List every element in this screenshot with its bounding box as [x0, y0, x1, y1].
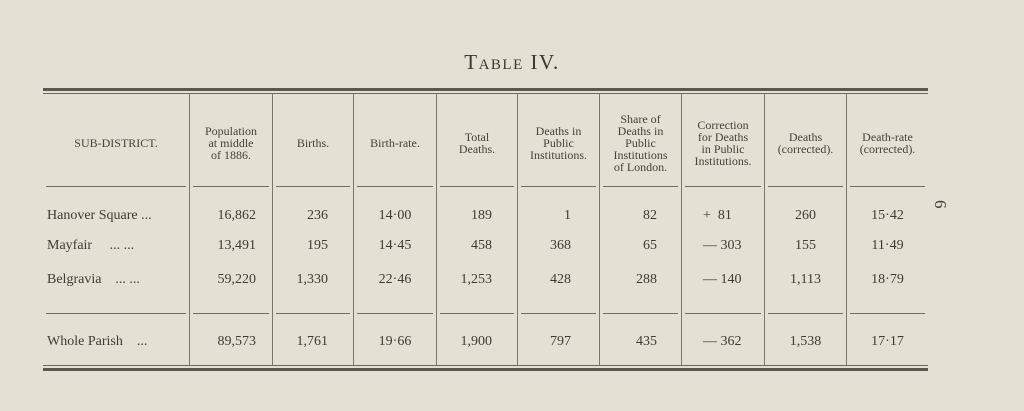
cell-correction: — 362 — [703, 334, 742, 349]
cell-total-deaths: 1,253 — [460, 272, 492, 287]
cell-correction: — 140 — [703, 272, 742, 287]
cell-share: 288 — [636, 272, 657, 287]
cell-births: 1,330 — [296, 272, 328, 287]
cell-birth-rate: 22·46 — [378, 272, 412, 287]
table-top-rule-thin — [43, 93, 928, 94]
cell-death-rate: 15·42 — [871, 208, 904, 223]
cell-population: 59,220 — [217, 272, 256, 287]
page-number: 6 — [931, 200, 950, 209]
header-death-rate: Death-rate (corrected). — [859, 129, 916, 156]
cell-births: 195 — [307, 238, 328, 253]
header-births: Births. — [296, 135, 330, 150]
cell-share: 65 — [643, 238, 657, 253]
cell-deaths-public: 428 — [550, 272, 571, 287]
cell-sub-district: Mayfair ... ... — [47, 238, 135, 253]
cell-population: 13,491 — [217, 238, 256, 253]
cell-share: 435 — [636, 334, 657, 349]
cell-birth-rate: 14·00 — [378, 208, 412, 223]
cell-death-rate: 18·79 — [871, 272, 904, 287]
header-correction: Correction for Deaths in Public Institutions. — [694, 117, 752, 168]
cell-deaths-public: 797 — [550, 334, 571, 349]
cell-births: 236 — [307, 208, 328, 223]
header-deaths-public: Deaths in Public Institutions. — [529, 123, 587, 162]
header-birth-rate: Birth-rate. — [370, 135, 420, 150]
cell-correction: — 303 — [703, 238, 742, 253]
header-deaths-corrected: Deaths (corrected). — [777, 129, 834, 156]
cell-population: 89,573 — [217, 334, 256, 349]
cell-sub-district: Whole Parish ... — [47, 334, 148, 349]
cell-share: 82 — [643, 208, 657, 223]
header-sub-district: SUB-DISTRICT. — [74, 135, 158, 150]
cell-deaths-corrected: 1,113 — [790, 272, 821, 287]
cell-sub-district: Belgravia ... ... — [47, 272, 140, 287]
cell-population: 16,862 — [217, 208, 256, 223]
cell-death-rate: 17·17 — [871, 334, 904, 349]
header-population: Population at middle of 1886. — [204, 123, 257, 162]
cell-deaths-corrected: 1,538 — [789, 334, 822, 349]
cell-total-deaths: 189 — [471, 208, 492, 223]
cell-birth-rate: 14·45 — [378, 238, 412, 253]
header-total-deaths: Total Deaths. — [458, 129, 496, 156]
cell-births: 1,761 — [296, 334, 328, 349]
cell-birth-rate: 19·66 — [378, 334, 412, 349]
cell-death-rate: 11·49 — [871, 238, 904, 253]
table-title: Table IV. — [464, 50, 560, 74]
cell-deaths-public: 368 — [550, 238, 571, 253]
cell-total-deaths: 1,900 — [460, 334, 492, 349]
table-top-rule-thick — [43, 88, 928, 91]
cell-total-deaths: 458 — [471, 238, 492, 253]
cell-deaths-corrected: 260 — [795, 208, 816, 223]
cell-sub-district: Hanover Square ... — [47, 208, 152, 223]
table-bottom-rule-thick — [43, 368, 928, 371]
table-bottom-rule-thin — [43, 365, 928, 366]
cell-deaths-corrected: 155 — [795, 238, 816, 253]
cell-correction: + 81 — [703, 208, 732, 223]
cell-deaths-public: 1 — [564, 208, 571, 223]
header-share-deaths: Share of Deaths in Public Institutions of London. — [613, 111, 668, 174]
